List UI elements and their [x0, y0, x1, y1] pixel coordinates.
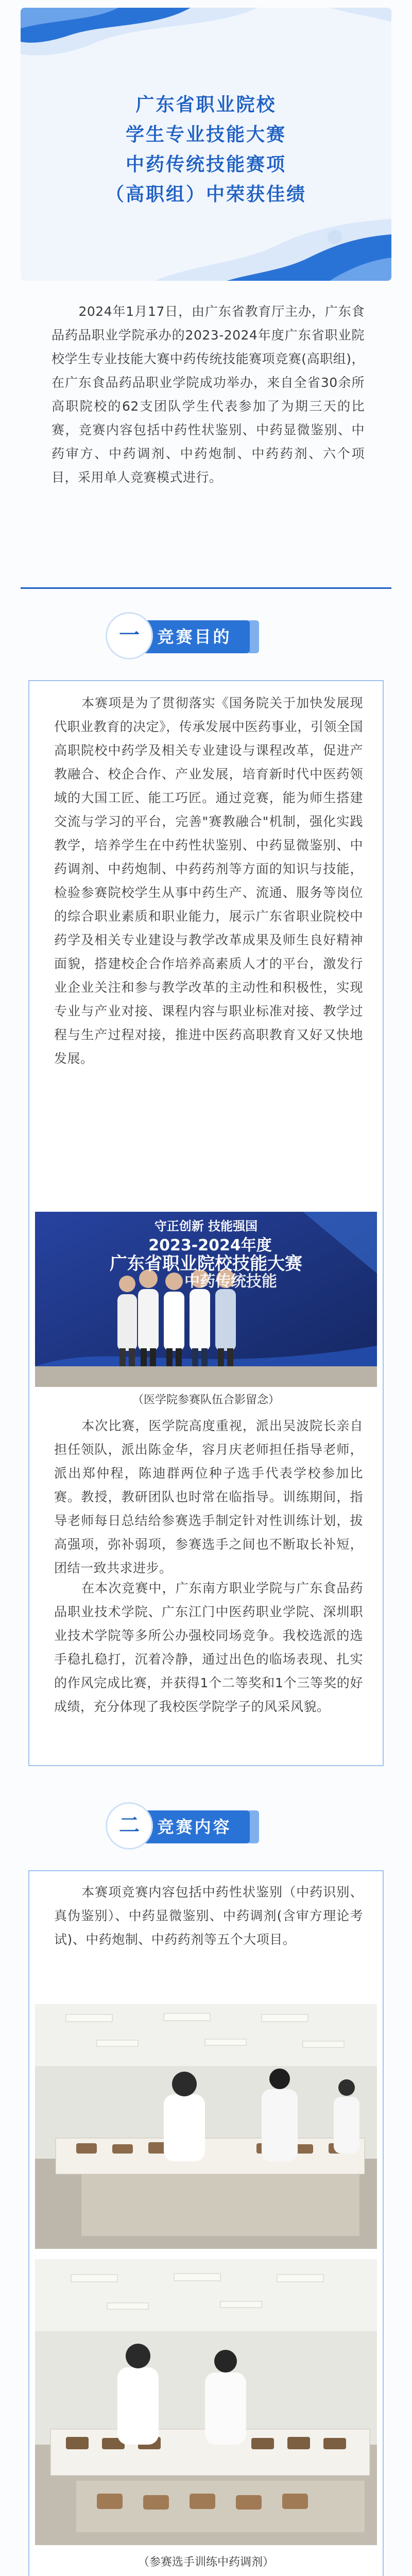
- team-paragraph: 本次比赛，医学院高度重视，派出吴波院长亲自担任领队，派出陈金华，容月庆老师担任指导老师，派出郑仲程，陈迪群两位种子选手代表学校参加比赛。教授，教研团队也时常在临指导。训练期间，指导老师每日总结给参赛选手制定针对性训练计划，拔高强项，弥补弱项，参赛选手之间也不断取长补短，团结一致共求进步。: [54, 1418, 363, 1575]
- training-photo-2: [35, 2259, 377, 2545]
- group-photo: [35, 1212, 377, 1387]
- section-heading-purpose: [85, 613, 301, 660]
- result-paragraph: 在本次竞赛中，广东南方职业学院与广东食品药品职业技术学院、广东江门中医药职业学院、深圳职业技术学院等多所公办强校同场竞争。我校选派的选手稳扎稳打，沉着冷静，通过出色的临场表现、扎实的作风完成比赛，并获得1个二等奖和1个三等奖的好成绩，充分体现了我校医学院学子的风采风貌。: [54, 1581, 363, 1714]
- group-photo-illustration: [35, 1212, 377, 1387]
- photo-banner-year: 2023-2024年度: [148, 1236, 272, 1255]
- training-photo-1-illustration: [35, 2004, 377, 2249]
- section-title: 竞赛内容: [139, 1810, 250, 1843]
- intro-text: 2024年1月17日，由广东省教育厅主办，广东食品药品职业学院承办的2023-2024年度广东省职业院校学生专业技能大赛中药传统技能赛项竞赛(高职组)，在广东食品药品职业学院成功举办，来自全省30余所高职院校的62支团队学生代表参加了为期三天的比赛，竞赛内容包括中药性状鉴别、中药显微鉴别、中药审方、中药调剂、中药炮制、中药药剂、六个项目，采用单人竞赛模式进行。: [52, 304, 365, 485]
- section-bar-edge: [249, 1810, 259, 1843]
- section-number-badge: 二: [106, 1802, 153, 1850]
- divider-line: [21, 587, 391, 589]
- title-line: （高职组）中荣获佳绩: [105, 184, 306, 205]
- photo-banner-subtitle: 中药传统技能: [184, 1273, 277, 1291]
- title-line: 学生专业技能大赛: [125, 124, 286, 145]
- section-heading-content: [85, 1803, 301, 1851]
- title-line: 广东省职业院校: [135, 94, 277, 115]
- photo-caption: （医学院参赛队伍合影留念）: [132, 1394, 280, 1406]
- section-bar-edge: [249, 620, 259, 653]
- training-caption: （参赛选手训练中药调剂）: [138, 2556, 274, 2569]
- content-paragraph: 本赛项竞赛内容包括中药性状鉴别（中药识别、真伪鉴别）、中药显微鉴别、中药调剂(含审方理论考试)、中药炮制、中药药剂等五个大项目。: [54, 1885, 363, 1947]
- intro-paragraph: [52, 300, 365, 489]
- section-number-badge: 一: [106, 612, 153, 659]
- header-banner: [21, 8, 391, 281]
- top-wave-decoration: [21, 8, 391, 80]
- photo-banner-event: 广东省职业院校技能大赛: [110, 1253, 302, 1274]
- section-title: 竞赛目的: [139, 620, 250, 653]
- training-photo-2-illustration: [35, 2259, 377, 2545]
- training-photo-1: [35, 2004, 377, 2249]
- photo-banner-slogan: 守正创新 技能强国: [154, 1219, 258, 1233]
- purpose-paragraph: 本赛项是为了贯彻落实《国务院关于加快发展现代职业教育的决定》，传承发展中医药事业，引领全国高职院校中药学及相关专业建设与课程改革，促进产教融合、校企合作、产业发展，培育新时代中医药领域的大国工匠、能工巧匠。通过竞赛，能为师生搭建交流与学习的平台，完善"赛教融合"机制，强化实践教学，培养学生在中药性状鉴别、中药显微鉴别、中药调剂、中药炮制、中药药剂等方面的知识与技能，检验参赛院校学生从事中药生产、流通、服务等岗位的综合职业素质和职业能力，展示广东省职业院校中药学及相关专业建设与教学改革成果及师生良好精神面貌，搭建校企合作培养高素质人才的平台，激发行业企业关注和参与教学改革的主动性和积极性，实现专业与产业对接、课程内容与职业标准对接、教学过程与生产过程对接，推进中医药高职教育又好又快地发展。: [54, 696, 363, 1066]
- article-title: [21, 90, 391, 210]
- title-line: 中药传统技能赛项: [125, 154, 286, 175]
- bottom-wave-decoration: [21, 209, 391, 281]
